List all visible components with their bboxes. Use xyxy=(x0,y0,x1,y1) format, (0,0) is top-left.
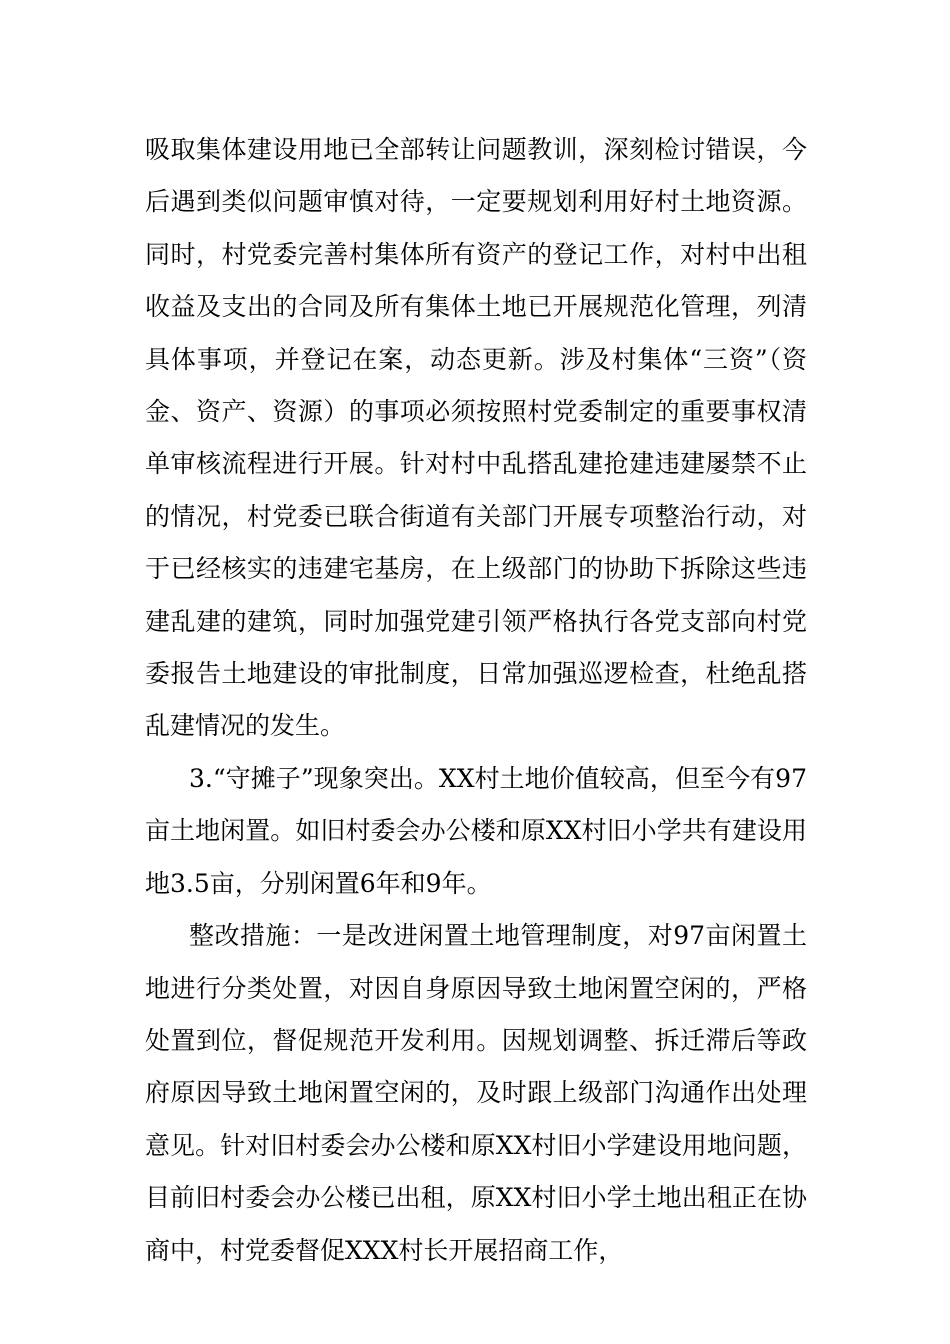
paragraph-continuation: 吸取集体建设用地已全部转让问题教训，深刻检讨错误，今后遇到类似问题审慎对待，一定要规划利用好村土地资源。同时，村党委完善村集体所有资产的登记工作，对村中出租收益及支出的合同及所有集体土地已开展规范化管理，列清具体事项，并登记在案，动态更新。涉及村集体“三资”（资金、资产、资源）的事项必须按照村党委制定的重要事权清单审核流程进行开展。针对村中乱搭乱建抢建违建屡禁不止的情况，村党委已联合街道有关部门开展专项整治行动，对于已经核实的违建宅基房，在上级部门的协助下拆除这些违建乱建的建筑，同时加强党建引领严格执行各党支部向村党委报告土地建设的审批制度，日常加强巡逻检查，杜绝乱搭乱建情况的发生。 xyxy=(145,135,807,741)
paragraph-issue-3: 3.“守摊子”现象突出。XX村土地价值较高，但至今有97亩土地闲置。如旧村委会办公楼和原XX村旧小学共有建设用地3.5亩，分别闲置6年和9年。 xyxy=(145,763,807,898)
body-text xyxy=(145,124,807,1277)
paragraph-rectification-measures: 整改措施：一是改进闲置土地管理制度，对97亩闲置土地进行分类处置，对因自身原因导致土地闲置空闲的，严格处置到位，督促规范开发利用。因规划调整、拆迁滞后等政府原因导致土地闲置空闲的，及时跟上级部门沟通作出处理意见。针对旧村委会办公楼和原XX村旧小学建设用地问题，目前旧村委会办公楼已出租，原XX村旧小学土地出租正在协商中，村党委督促XXX村长开展招商工作， xyxy=(145,921,807,1265)
